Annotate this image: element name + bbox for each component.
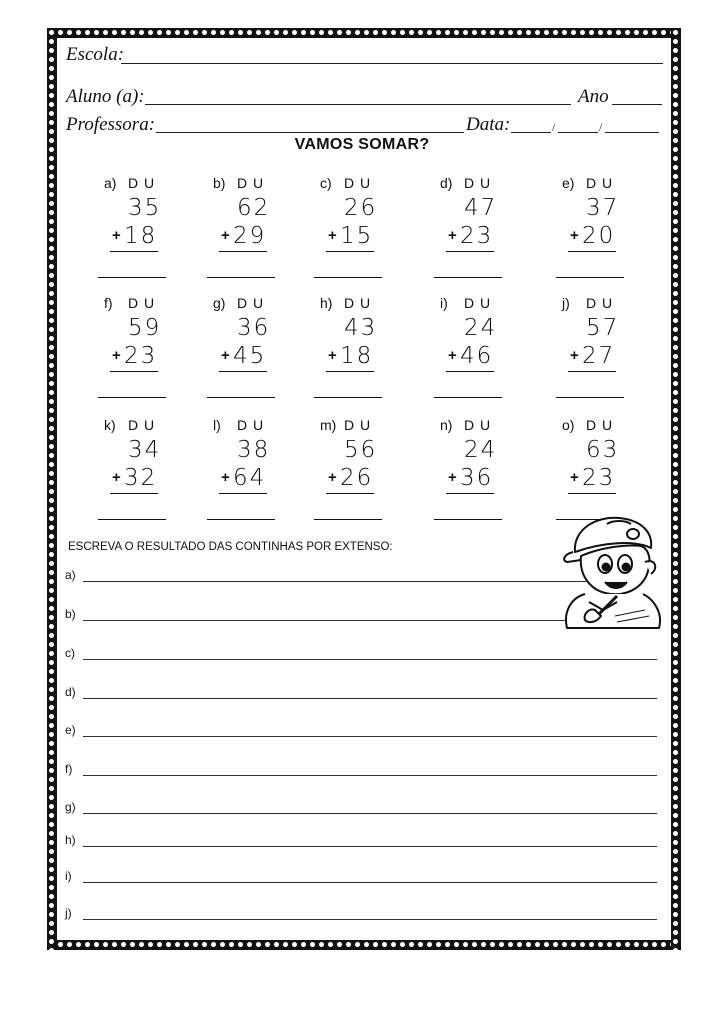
addition-problem bbox=[213, 417, 303, 527]
answer-line[interactable] bbox=[98, 277, 166, 278]
sum-bar bbox=[446, 371, 494, 372]
plus-sign: + bbox=[221, 347, 230, 364]
place-value-header: D U bbox=[128, 295, 156, 311]
first-addend: 26 bbox=[344, 195, 378, 221]
first-addend: 36 bbox=[237, 315, 271, 341]
place-value-header: D U bbox=[344, 417, 372, 433]
sum-bar bbox=[326, 251, 374, 252]
first-addend: 63 bbox=[586, 437, 620, 463]
plus-sign: + bbox=[328, 469, 337, 486]
plus-sign: + bbox=[221, 227, 230, 244]
writing-line-rule[interactable] bbox=[83, 919, 657, 920]
addition-problem bbox=[104, 175, 194, 285]
first-addend: 57 bbox=[586, 315, 620, 341]
problem-label: h) bbox=[320, 295, 333, 311]
plus-sign: + bbox=[328, 347, 337, 364]
first-addend: 43 bbox=[344, 315, 378, 341]
addition-problem bbox=[213, 175, 303, 285]
writing-line-label: h) bbox=[65, 833, 76, 847]
sum-bar bbox=[326, 493, 374, 494]
place-value-header: D U bbox=[237, 295, 265, 311]
second-addend: 64 bbox=[233, 465, 267, 491]
sum-bar bbox=[568, 493, 616, 494]
school-field[interactable] bbox=[121, 63, 663, 64]
first-addend: 35 bbox=[128, 195, 162, 221]
first-addend: 38 bbox=[237, 437, 271, 463]
second-addend: 20 bbox=[582, 223, 616, 249]
first-addend: 34 bbox=[128, 437, 162, 463]
answer-line[interactable] bbox=[207, 277, 275, 278]
addition-problem bbox=[440, 295, 530, 405]
writing-line-label: f) bbox=[65, 762, 73, 776]
problem-label: l) bbox=[213, 417, 221, 433]
addition-problem bbox=[562, 175, 652, 285]
second-addend: 46 bbox=[460, 343, 494, 369]
answer-line[interactable] bbox=[207, 397, 275, 398]
top-border bbox=[47, 28, 681, 38]
left-border bbox=[47, 28, 57, 950]
problem-label: g) bbox=[213, 295, 226, 311]
problem-label: d) bbox=[440, 175, 453, 191]
second-addend: 26 bbox=[340, 465, 374, 491]
first-addend: 59 bbox=[128, 315, 162, 341]
second-addend: 45 bbox=[233, 343, 267, 369]
writing-line-label: d) bbox=[65, 685, 76, 699]
sum-bar bbox=[446, 251, 494, 252]
place-value-header: D U bbox=[128, 417, 156, 433]
writing-line-label: i) bbox=[65, 869, 72, 883]
place-value-header: D U bbox=[464, 417, 492, 433]
year-label: Ano bbox=[578, 86, 609, 107]
addition-problem bbox=[104, 295, 194, 405]
addition-problem bbox=[320, 417, 410, 527]
problem-label: e) bbox=[562, 175, 575, 191]
plus-sign: + bbox=[448, 347, 457, 364]
place-value-header: D U bbox=[128, 175, 156, 191]
boy-writing-icon bbox=[555, 510, 671, 632]
second-addend: 27 bbox=[582, 343, 616, 369]
bottom-border bbox=[47, 940, 681, 950]
writing-line-label: g) bbox=[65, 800, 76, 814]
date-year-field[interactable] bbox=[605, 132, 659, 133]
first-addend: 56 bbox=[344, 437, 378, 463]
plus-sign: + bbox=[570, 469, 579, 486]
instruction-text: ESCREVA O RESULTADO DAS CONTINHAS POR EXTENSO: bbox=[68, 541, 393, 553]
writing-line-label: j) bbox=[65, 906, 72, 920]
plus-sign: + bbox=[448, 469, 457, 486]
problem-label: f) bbox=[104, 295, 113, 311]
second-addend: 15 bbox=[340, 223, 374, 249]
answer-line[interactable] bbox=[556, 277, 624, 278]
addition-problem bbox=[104, 417, 194, 527]
place-value-header: D U bbox=[586, 295, 614, 311]
writing-line-label: a) bbox=[65, 568, 76, 582]
addition-problem bbox=[213, 295, 303, 405]
year-field[interactable] bbox=[612, 104, 662, 105]
sum-bar bbox=[219, 251, 267, 252]
answer-line[interactable] bbox=[434, 519, 502, 520]
answer-line[interactable] bbox=[314, 519, 382, 520]
sum-bar bbox=[326, 371, 374, 372]
sum-bar bbox=[110, 371, 158, 372]
place-value-header: D U bbox=[344, 295, 372, 311]
problem-label: k) bbox=[104, 417, 116, 433]
answer-line[interactable] bbox=[556, 397, 624, 398]
teacher-field[interactable] bbox=[156, 132, 464, 133]
answer-line[interactable] bbox=[434, 277, 502, 278]
addition-problem bbox=[440, 417, 530, 527]
addition-problem bbox=[320, 295, 410, 405]
answer-line[interactable] bbox=[314, 277, 382, 278]
second-addend: 23 bbox=[582, 465, 616, 491]
writing-line-rule[interactable] bbox=[83, 620, 595, 621]
first-addend: 37 bbox=[586, 195, 620, 221]
date-label: Data: bbox=[466, 114, 511, 135]
answer-line[interactable] bbox=[314, 397, 382, 398]
place-value-header: D U bbox=[344, 175, 372, 191]
place-value-header: D U bbox=[464, 175, 492, 191]
problem-label: a) bbox=[104, 175, 117, 191]
plus-sign: + bbox=[221, 469, 230, 486]
writing-line-rule[interactable] bbox=[83, 736, 657, 737]
answer-line[interactable] bbox=[98, 519, 166, 520]
sum-bar bbox=[219, 493, 267, 494]
second-addend: 32 bbox=[124, 465, 158, 491]
second-addend: 29 bbox=[233, 223, 267, 249]
first-addend: 62 bbox=[237, 195, 271, 221]
answer-line[interactable] bbox=[207, 519, 275, 520]
writing-line-rule[interactable] bbox=[83, 659, 657, 660]
writing-line-label: e) bbox=[65, 723, 76, 737]
answer-line[interactable] bbox=[98, 397, 166, 398]
date-month-field[interactable] bbox=[558, 132, 598, 133]
place-value-header: D U bbox=[464, 295, 492, 311]
second-addend: 23 bbox=[460, 223, 494, 249]
place-value-header: D U bbox=[237, 175, 265, 191]
problem-label: j) bbox=[562, 295, 570, 311]
writing-line-rule[interactable] bbox=[83, 698, 657, 699]
writing-line-label: b) bbox=[65, 607, 76, 621]
first-addend: 24 bbox=[464, 315, 498, 341]
writing-line-rule[interactable] bbox=[83, 581, 595, 582]
writing-line-rule[interactable] bbox=[83, 775, 657, 776]
writing-line-rule[interactable] bbox=[83, 882, 657, 883]
problem-label: m) bbox=[320, 417, 337, 433]
sum-bar bbox=[568, 371, 616, 372]
problem-label: i) bbox=[440, 295, 448, 311]
addition-problem bbox=[320, 175, 410, 285]
school-label: Escola: bbox=[66, 44, 125, 65]
plus-sign: + bbox=[112, 347, 121, 364]
first-addend: 47 bbox=[464, 195, 498, 221]
answer-line[interactable] bbox=[434, 397, 502, 398]
page-title: VAMOS SOMAR? bbox=[294, 136, 430, 153]
date-day-field[interactable] bbox=[511, 132, 551, 133]
first-addend: 24 bbox=[464, 437, 498, 463]
writing-line-label: c) bbox=[65, 646, 75, 660]
plus-sign: + bbox=[570, 227, 579, 244]
addition-problem bbox=[562, 295, 652, 405]
sum-bar bbox=[110, 493, 158, 494]
second-addend: 18 bbox=[340, 343, 374, 369]
sum-bar bbox=[219, 371, 267, 372]
sum-bar bbox=[110, 251, 158, 252]
problem-label: b) bbox=[213, 175, 226, 191]
problem-label: c) bbox=[320, 175, 332, 191]
place-value-header: D U bbox=[586, 175, 614, 191]
sum-bar bbox=[568, 251, 616, 252]
second-addend: 18 bbox=[124, 223, 158, 249]
place-value-header: D U bbox=[237, 417, 265, 433]
date-separator: / bbox=[552, 120, 556, 134]
plus-sign: + bbox=[448, 227, 457, 244]
plus-sign: + bbox=[112, 469, 121, 486]
student-field[interactable] bbox=[145, 104, 571, 105]
problem-label: n) bbox=[440, 417, 453, 433]
date-separator: / bbox=[599, 120, 603, 134]
plus-sign: + bbox=[112, 227, 121, 244]
problem-label: o) bbox=[562, 417, 575, 433]
second-addend: 36 bbox=[460, 465, 494, 491]
sum-bar bbox=[446, 493, 494, 494]
plus-sign: + bbox=[328, 227, 337, 244]
writing-line-rule[interactable] bbox=[83, 846, 657, 847]
place-value-header: D U bbox=[586, 417, 614, 433]
writing-line-rule[interactable] bbox=[83, 813, 657, 814]
student-label: Aluno (a): bbox=[66, 86, 145, 107]
second-addend: 23 bbox=[124, 343, 158, 369]
addition-problem bbox=[440, 175, 530, 285]
right-border bbox=[671, 28, 681, 950]
teacher-label: Professora: bbox=[66, 114, 156, 135]
plus-sign: + bbox=[570, 347, 579, 364]
